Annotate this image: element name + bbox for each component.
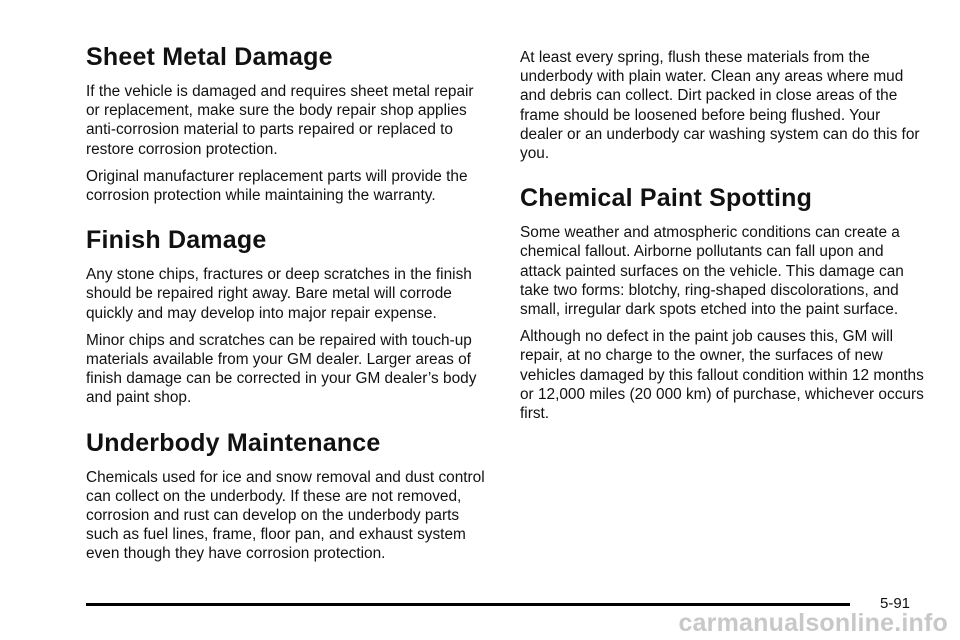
watermark: carmanualsonline.info — [678, 609, 948, 637]
paragraph: At least every spring, flush these materials from the underbody with plain water. Clean any areas where mud and debris can collect. Dirt packed in close areas of the frame should be loosened before being flushed. Your dealer or an underbody car washing system can do this for you. — [520, 49, 920, 163]
paragraph: Some weather and atmospheric conditions can create a chemical fallout. Airborne pollutants can fall upon and attack painted surfaces on the vehicle. This damage can take two forms: blotchy, ring-shaped discolorations, and small, irregular dark spots etched into the paint surface. — [520, 224, 904, 319]
heading-chemical-paint-spotting: Chemical Paint Spotting — [520, 184, 813, 213]
paragraph: Any stone chips, fractures or deep scratches in the finish should be repaired right away. Bare metal will corrode quickly and may develop into major repair expense. — [86, 266, 472, 322]
paragraph: If the vehicle is damaged and requires sheet metal repair or replacement, make sure the body repair shop applies anti-corrosion material to parts repaired or replaced to restore corrosion protection. — [86, 83, 474, 158]
paragraph: Minor chips and scratches can be repaired with touch-up materials available from your GM dealer. Larger areas of finish damage can be corrected in your GM dealer’s body and paint shop. — [86, 331, 477, 407]
heading-finish-damage: Finish Damage — [86, 226, 267, 255]
heading-sheet-metal-damage: Sheet Metal Damage — [86, 43, 333, 71]
page-number: 5-91 — [880, 595, 911, 612]
left-column — [86, 42, 490, 572]
heading-underbody-maintenance: Underbody Maintenance — [86, 428, 381, 457]
paragraph: Although no defect in the paint job causes this, GM will repair, at no charge to the owner, the surfaces of new vehicles damaged by this fallout condition within 12 months or 12,000 miles (20 000 km) of purchase, whichever occurs first. — [520, 328, 924, 423]
paragraph: Original manufacturer replacement parts will provide the corrosion protection while maintaining the warranty. — [86, 167, 468, 205]
paragraph: Chemicals used for ice and snow removal and dust control can collect on the underbody. If these are not removed, corrosion and rust can develop on the underbody parts such as fuel lines, frame, floor pan, and exhaust system even though they have corrosion protection. — [86, 468, 485, 563]
footer-rule — [86, 603, 850, 606]
right-column — [520, 42, 924, 431]
